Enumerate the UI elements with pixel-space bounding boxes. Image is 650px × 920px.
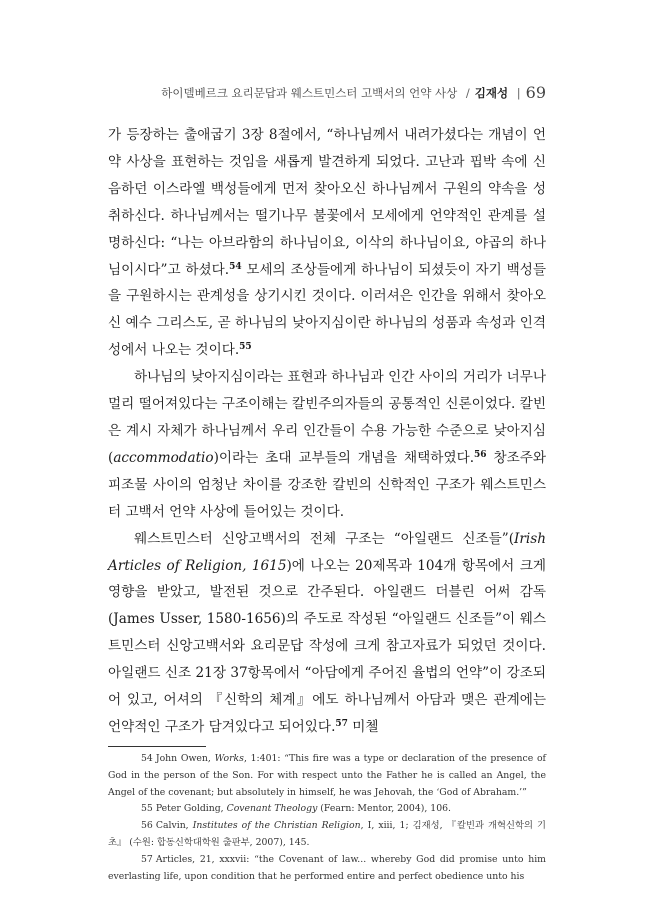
- running-header-separator: /: [465, 86, 470, 100]
- italic-text: Institutes of the Christian Religion: [192, 820, 361, 832]
- running-header: [0, 83, 546, 102]
- italic-text: Irish Articles of Religion, 1615: [108, 530, 546, 574]
- text-run: 하나님의 낮아지심이라는 표현과 하나님과 인간 사이의 거리가 너무나 멀리 떨어져있다는 구조이해는 칼빈주의자들의 공통적인 신론이었다. 칼빈은 계시 자체가 하나님께서 우리 인간들이 수용 가능한 수준으로 낮아지심(: [108, 369, 546, 466]
- running-header-author: 김재성: [474, 86, 509, 100]
- body-paragraph-2: [108, 364, 546, 525]
- footnote-number: 54: [141, 753, 153, 764]
- text-run: Calvin,: [155, 820, 193, 832]
- text-run: 미첼: [347, 718, 379, 735]
- footnote-54: [108, 751, 546, 801]
- running-header-divider: |: [516, 86, 521, 100]
- text-run: John Owen,: [155, 753, 215, 764]
- running-header-title: 하이델베르크 요리문답과 웨스트민스터 고백서의 언약 사상: [161, 86, 458, 100]
- italic-text: accommodatio: [113, 449, 214, 466]
- italic-text: Works: [214, 753, 244, 764]
- text-run: (Fearn: Mentor, 2004), 106.: [317, 803, 452, 815]
- footnote-57: [108, 852, 546, 886]
- footnotes: [108, 751, 546, 885]
- footnote-text: [108, 854, 546, 882]
- footnote-ref: 56: [474, 449, 487, 460]
- text-run: , I, xiii, 1; 김재성, 『칼빈과 개혁신학의 기초』 (수원: 합동신학대학원 출판부, 2007), 145.: [108, 820, 546, 848]
- footnote-number: 56: [141, 820, 153, 832]
- italic-text: Covenant Theology: [226, 803, 318, 815]
- footnote-number: 57: [141, 853, 153, 865]
- footnote-55: [108, 801, 546, 818]
- footnote-ref: 55: [239, 342, 252, 353]
- footnote-text: [156, 803, 451, 814]
- body-text: [108, 122, 546, 741]
- text-run: , 1:401: “This fire was a type or declaration of the presence of God in the person of the Son. For with respect unto the Father he is called an Angel, the Angel of the covenant; but absolutely in himself, he was Jehovah, the ‘God of Abraham.’”: [108, 753, 546, 798]
- footnote-number: 55: [141, 803, 153, 815]
- body-paragraph-3: [108, 526, 546, 741]
- text-run: Articles, 21, xxxvii: “the Covenant of law... whereby God did promise unto him everlasting life, upon condition that he performed entire and perfect obedience unto his: [108, 853, 546, 882]
- text-run: )에 나오는 20제목과 104개 항목에서 크게 영향을 받았고, 발전된 것으로 간주된다. 아일랜드 더블린 어써 감독(James Usser, 1580-1656)의 주도로 작성된 “아일랜드 신조들”이 웨스트민스터 신앙고백서와 요리문답 작성에 크게 참고자료가 되었던 것이다. 아일랜드 신조 21장 37항목에서 “아담에게 주어진 율법의 언약”이 강조되어 있고, 어셔의 『신학의 체계』에도 하나님께서 아담과 맺은 관계에는 언약적인 구조가 담겨있다고 되어있다.: [108, 557, 546, 735]
- text-run: 창조주와 피조물 사이의 엄청난 차이를 강조한 칼빈의 신학적인 구조가 웨스트민스터 고백서 언약 사상에 들어있는 것이다.: [108, 449, 546, 520]
- footnote-text: [108, 753, 546, 798]
- footnote-ref: 57: [335, 718, 348, 729]
- page-number: 69: [525, 83, 546, 102]
- text-run: 웨스트민스터 신앙고백서의 전체 구조는 “아일랜드 신조들”(: [134, 530, 515, 547]
- footnote-ref: 54: [229, 261, 242, 272]
- text-run: 가 등장하는 출애굽기 3장 8절에서, “하나님께서 내려가셨다는 개념이 언약 사상을 표현하는 것임을 새롭게 발견하게 되었다. 고난과 핍박 속에 신음하던 이스라엘 백성들에게 먼저 찾아오신 하나님께서 구원의 약속을 성취하신다. 하나님께서는 떨기나무 불꽃에서 모세에게 언약적인 관계를 설명하신다: “나는 아브라함의 하나님이요, 이삭의 하나님이요, 야곱의 하나님이시다”고 하셨다.: [108, 127, 546, 278]
- text-run: 모세의 조상들에게 하나님이 되셨듯이 자기 백성들을 구원하시는 관계성을 상기시킨 것이다. 이러셔은 인간을 위해서 찾아오신 예수 그리스도, 곧 하나님의 낮아지심이란 하나님의 성품과 속성과 인격성에서 나오는 것이다.: [108, 261, 546, 359]
- footnote-56: [108, 818, 546, 852]
- footnote-text: [108, 820, 546, 848]
- footnote-divider: [108, 746, 206, 747]
- text-run: Peter Golding,: [155, 803, 227, 815]
- body-paragraph-1: [108, 122, 546, 364]
- text-run: )이라는 초대 교부들의 개념을 채택하였다.: [213, 449, 475, 466]
